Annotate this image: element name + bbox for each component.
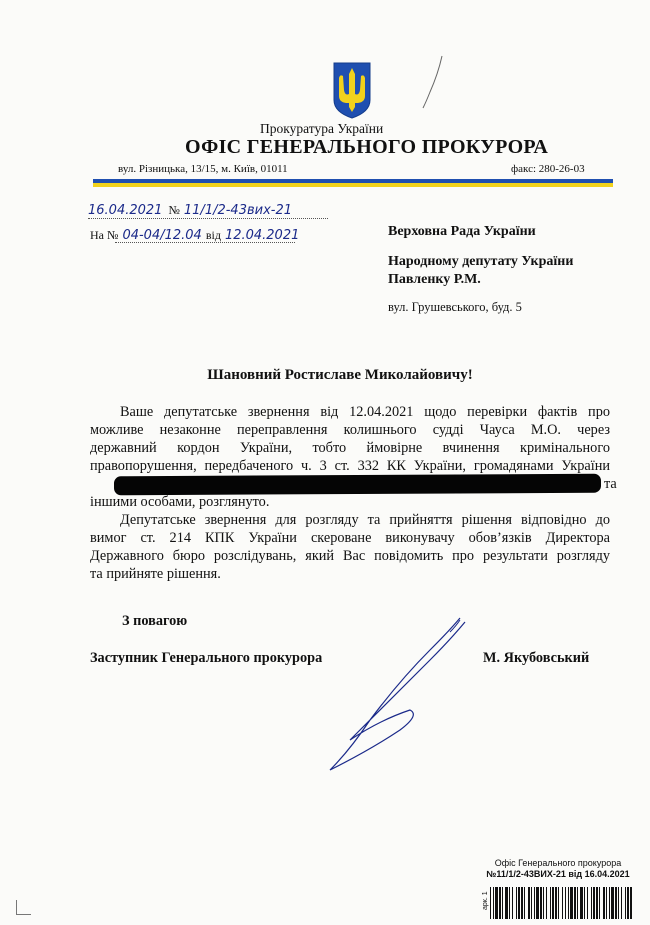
- number-label: №: [168, 203, 180, 217]
- closing: З повагою: [122, 613, 188, 629]
- barcode-bar: [565, 887, 566, 919]
- barcode-bar: [524, 887, 525, 919]
- org-fax: факс: 280-26-03: [511, 163, 585, 175]
- barcode-bar: [536, 887, 539, 919]
- barcode-bar: [580, 887, 583, 919]
- reply-label: На №: [90, 228, 119, 242]
- barcode-bar: [593, 887, 595, 919]
- paragraph1-tail: та: [604, 476, 617, 492]
- org-name: ОФІС ГЕНЕРАЛЬНОГО ПРОКУРОРА: [185, 136, 549, 158]
- recipient-name: Павленку Р.М.: [388, 272, 481, 287]
- salutation: Шановний Ростиславе Миколайовичу!: [207, 367, 473, 383]
- barcode-bar: [543, 887, 544, 919]
- barcode-bar: [603, 887, 605, 919]
- barcode-bar: [577, 887, 578, 919]
- barcode-bar: [587, 887, 588, 919]
- reply-date: 12.04.2021: [224, 228, 300, 243]
- barcode-bar: [627, 887, 629, 919]
- barcode: [482, 885, 637, 921]
- sheet-number: арк. 1: [482, 891, 489, 910]
- paragraph2-line: Депутатське звернення для розгляду та прийняття рішення відповідно до: [120, 512, 610, 528]
- signature-icon: [310, 610, 480, 780]
- paragraph2-last-line: та прийняте рішення.: [90, 566, 221, 582]
- barcode-bar: [606, 887, 607, 919]
- outgoing-date: 16.04.2021: [88, 203, 163, 218]
- barcode-bar: [555, 887, 557, 919]
- reply-number: 04-04/12.04: [122, 228, 202, 243]
- paragraph1-line: можливе незаконне переправлення колишнього судді Чауса М.О. через: [90, 422, 610, 438]
- barcode-bar: [584, 887, 585, 919]
- barcode-bar: [495, 887, 498, 919]
- barcode-bar: [528, 887, 530, 919]
- barcode-bar: [599, 887, 600, 919]
- barcode-bar: [518, 887, 520, 919]
- reply-date-label: від: [205, 228, 221, 242]
- barcode-bar: [509, 887, 510, 919]
- barcode-bar: [562, 887, 563, 919]
- barcode-bar: [505, 887, 508, 919]
- barcode-bar: [570, 887, 573, 919]
- tryzub-icon: [330, 60, 374, 120]
- paragraph2-line: Державного бюро розслідувань, який Вас повідомить про результати розгляду: [90, 548, 610, 564]
- paragraph1-line: Ваше депутатське звернення від 12.04.2021 щодо перевірки фактів про: [120, 404, 610, 420]
- signer-title: Заступник Генерального прокурора: [90, 650, 323, 666]
- scan-mark: [16, 900, 31, 915]
- barcode-bar: [531, 887, 532, 919]
- barcode-bar: [625, 887, 626, 919]
- barcode-bar: [521, 887, 523, 919]
- paragraph1-line: правопорушення, передбаченого ч. 3 ст. 332 КК України, громадянами України: [90, 458, 610, 474]
- recipient-address: вул. Грушевського, буд. 5: [388, 300, 522, 314]
- barcode-bar: [596, 887, 598, 919]
- barcode-bar: [568, 887, 569, 919]
- barcode-bar: [534, 887, 535, 919]
- dotted-underline: [88, 218, 328, 219]
- barcode-bar: [611, 887, 614, 919]
- stamp-number: №11/1/2-43ВИХ-21 від 16.04.2021: [486, 869, 630, 879]
- paragraph1-line: державний кордон України, тобто ймовірне вчинення кримінального: [90, 440, 610, 456]
- barcode-bar: [630, 887, 632, 919]
- barcode-bar: [490, 887, 491, 919]
- recipient-title: Народному депутату України: [388, 254, 574, 269]
- barcode-bar: [552, 887, 554, 919]
- recipient-org: Верховна Рада України: [388, 224, 536, 239]
- org-address: вул. Різницька, 13/15, м. Київ, 01011: [118, 163, 288, 175]
- barcode-bar: [558, 887, 559, 919]
- dotted-underline: [115, 242, 295, 243]
- paragraph2-line: вимог ст. 214 КПК України скероване виконувачу обов’язків Директора: [90, 530, 610, 546]
- outgoing-number: 11/1/2-43вих-21: [183, 203, 293, 218]
- barcode-bar: [516, 887, 517, 919]
- barcode-bar: [621, 887, 622, 919]
- signer-name: М. Якубовський: [483, 650, 590, 666]
- barcode-bar: [499, 887, 501, 919]
- barcode-bar: [493, 887, 494, 919]
- barcode-bar: [618, 887, 619, 919]
- flag-stripe-yellow: [93, 183, 613, 187]
- barcode-bar: [609, 887, 610, 919]
- barcode-bar: [591, 887, 592, 919]
- barcode-bar: [615, 887, 617, 919]
- pen-stroke-icon: [418, 52, 448, 112]
- barcode-bar: [574, 887, 576, 919]
- barcode-bar: [540, 887, 542, 919]
- registration-stamp: [478, 858, 638, 880]
- barcode-bar: [550, 887, 551, 919]
- stamp-office: Офіс Генерального прокурора: [494, 858, 622, 868]
- reply-reference-line: [90, 226, 330, 246]
- barcode-bar: [546, 887, 547, 919]
- org-name-small: Прокуратура України: [260, 121, 384, 136]
- paragraph1-last-line: іншими особами, розглянуто.: [90, 494, 270, 510]
- barcode-bar: [502, 887, 503, 919]
- barcode-bar: [512, 887, 513, 919]
